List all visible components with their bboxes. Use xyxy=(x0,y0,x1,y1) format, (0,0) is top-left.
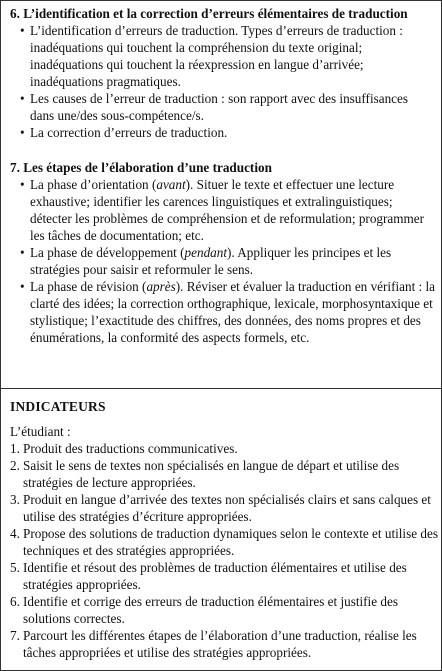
list-item: • L’identification d’erreurs de traduction. Types d’erreurs de traduction : inadéquations qui touchent la compréhension du texte original; inadéquations qui touchent la réexpression en langue d’arrivée; inadéquations pragmatiques. xyxy=(20,23,403,89)
indicators-intro: L’étudiant : xyxy=(10,424,71,439)
content-section xyxy=(1,1,441,389)
list-item: 5. Identifie et résout des problèmes de traduction élémentaires et utilise des stratégies appropriées. xyxy=(10,560,407,592)
bullet-icon: • xyxy=(20,245,25,260)
section-7-heading: 7. Les étapes de l’élaboration d’une traduction xyxy=(10,160,272,175)
indicators-list xyxy=(10,440,438,661)
list-item: • La correction d’erreurs de traduction. xyxy=(20,125,228,140)
section-6-heading: 6. L’identification et la correction d’erreurs élémentaires de traduction xyxy=(10,6,408,21)
indicators-title: INDICATEURS xyxy=(10,399,106,414)
list-item: 6. Identifie et corrige des erreurs de traduction élémentaires et justifie des solutions correctes. xyxy=(10,594,398,626)
list-item: 2. Saisit le sens de textes non spécialisés en langue de départ et utilise des stratégies de lecture appropriées. xyxy=(10,458,400,490)
list-item: 4. Propose des solutions de traduction dynamiques selon le contexte et utilise des techniques et des stratégies appropriées. xyxy=(10,526,438,558)
list-item: 1. Produit des traductions communicatives. xyxy=(10,441,238,456)
bullet-icon: • xyxy=(20,23,25,38)
list-item: • La phase de développement (pendant). Appliquer les principes et les stratégies pour saisir et reformuler le sens. xyxy=(20,245,392,277)
bullet-icon: • xyxy=(20,125,25,140)
list-item: • La phase d’orientation (avant). Situer le texte et effectuer une lecture exhaustive; identifier les carences linguistiques et extralinguistiques; détecter les problèmes de compréhension et de reformulation; programmer les tâches de documentation; etc. xyxy=(20,177,425,243)
section-7 xyxy=(10,159,435,346)
list-item: • La phase de révision (après). Réviser et évaluer la traduction en vérifiant : la clarté des idées; la correction orthographique, lexicale, morphosyntaxique et stylistique; l’exactitude des chiffres, des données, des noms propres et des énumérations, la conformité des aspects formels, etc. xyxy=(20,279,436,345)
indicators-section xyxy=(1,389,441,670)
list-item: 7. Parcourt les différentes étapes de l’élaboration d’une traduction, réalise les tâches appropriées et utilise des stratégies appropriées. xyxy=(10,628,417,660)
section-6-list xyxy=(10,22,435,141)
bullet-icon: • xyxy=(20,91,25,106)
bullet-icon: • xyxy=(20,177,25,192)
section-6 xyxy=(10,5,435,141)
list-item: 3. Produit en langue d’arrivée des textes non spécialisés clairs et sans calques et utilise des stratégies d’écriture appropriées. xyxy=(10,492,431,524)
section-7-list xyxy=(10,176,435,346)
bullet-icon: • xyxy=(20,279,25,294)
list-item: • Les causes de l’erreur de traduction : son rapport avec des insuffisances dans une/des sous-compétence/s. xyxy=(20,91,409,123)
